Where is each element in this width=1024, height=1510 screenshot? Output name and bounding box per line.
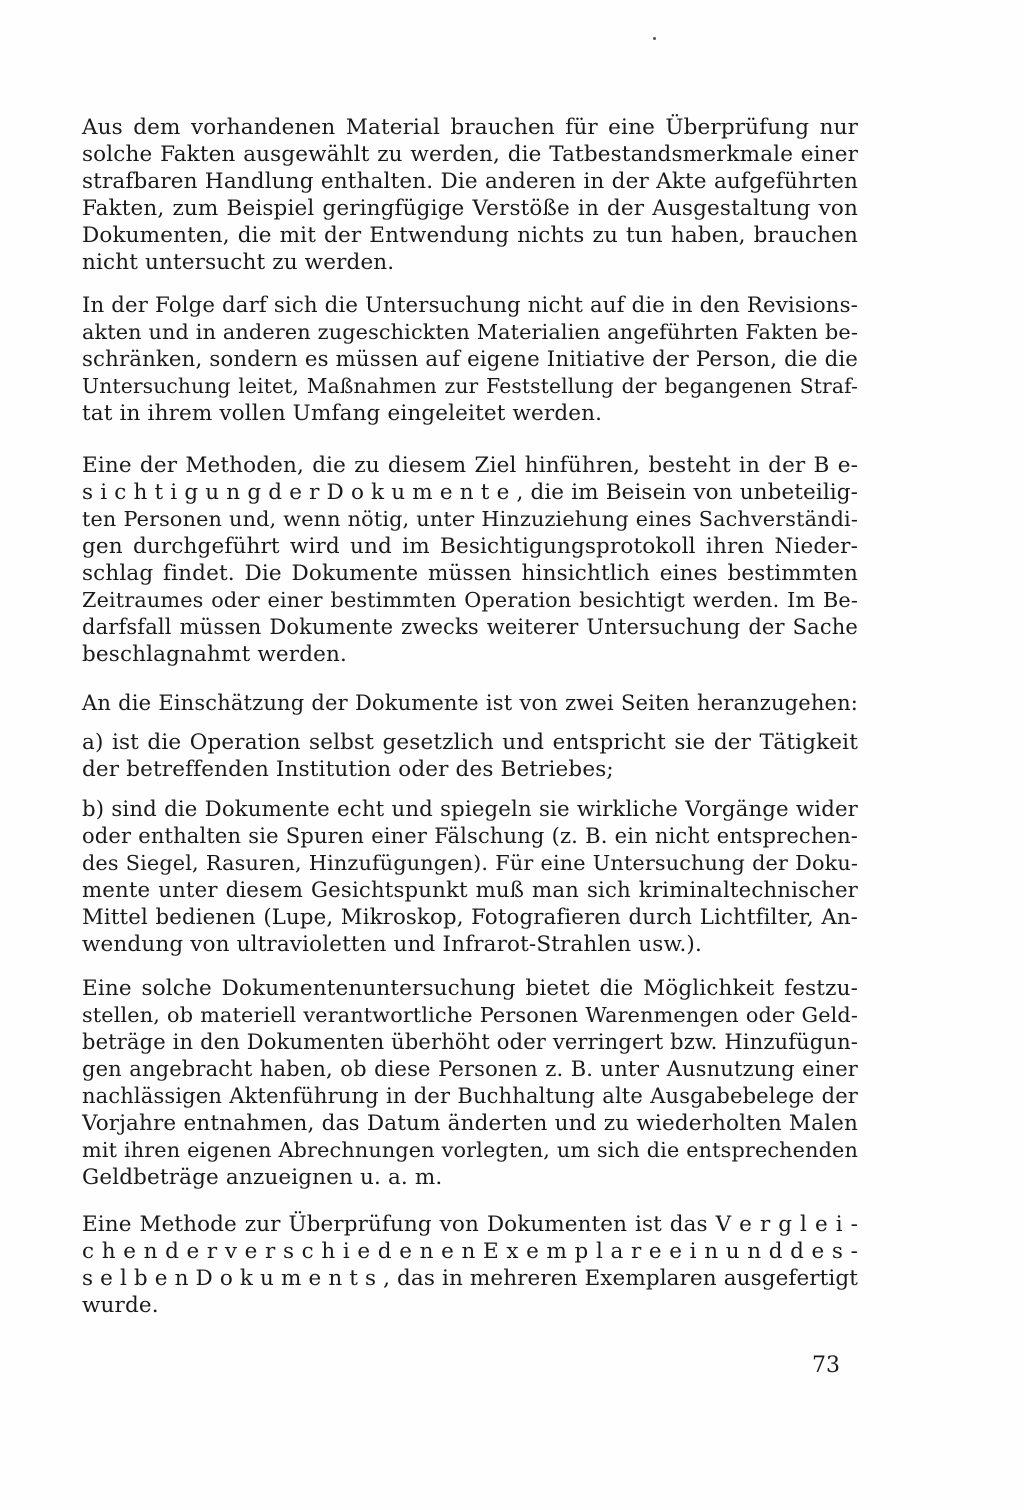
text-line: darfsfall müssen Dokumente zwecks weiterer Untersuchung der Sache [82, 615, 858, 639]
text-line: Eine solche Dokumentenuntersuchung bietet die Möglichkeit festzu- [82, 976, 858, 1001]
paragraph-8 [82, 1211, 858, 1319]
paragraph-7 [82, 975, 858, 1191]
text-line: beträge in den Dokumenten überhöht oder verringert bzw. Hinzufügun- [82, 1030, 858, 1054]
text-line: c h e n d e r v e r s c h i e d e n e n E x e m p l a r e e i n u n d d e s - [82, 1239, 858, 1264]
text-line: mit ihren eigenen Abrechnungen vorlegten, um sich die entsprechenden [82, 1138, 858, 1162]
text-line: der betreffenden Institution oder des Betriebes; [82, 757, 614, 782]
text-line: nicht untersucht zu werden. [82, 250, 395, 275]
text-line: wurde. [82, 1293, 159, 1318]
text-line: s e l b e n D o k u m e n t s , das in mehreren Exemplaren ausgefertigt [82, 1266, 858, 1291]
paragraph-item-a [82, 729, 858, 783]
text-line: wendung von ultravioletten und Infrarot-Strahlen usw.). [82, 932, 702, 957]
text-line: Untersuchung leitet, Maßnahmen zur Feststellung der begangenen Straf- [82, 374, 858, 398]
text-line: Aus dem vorhandenen Material brauchen für eine Überprüfung nur [82, 115, 858, 140]
text-line: Fakten, zum Beispiel geringfügige Verstöße in der Ausgestaltung von [82, 196, 858, 221]
text-line: An die Einschätzung der Dokumente ist von zwei Seiten heranzugehen: [82, 691, 858, 715]
text-line: Eine der Methoden, die zu diesem Ziel hinführen, besteht in der B e- [82, 453, 858, 478]
text-line: akten und in anderen zugeschickten Materialien angeführten Fakten be- [82, 320, 858, 344]
text-line: In der Folge darf sich die Untersuchung nicht auf die in den Revisions- [82, 293, 858, 318]
text-line: des Siegel, Rasuren, Hinzufügungen). Für eine Untersuchung der Doku- [82, 851, 858, 875]
text-line: solche Fakten ausgewählt zu werden, die Tatbestandsmerkmale einer [82, 142, 858, 167]
text-line: nachlässigen Aktenführung in der Buchhaltung alte Ausgabebelege der [82, 1084, 858, 1108]
text-line: Mittel bedienen (Lupe, Mikroskop, Fotografieren durch Lichtfilter, An- [82, 905, 858, 930]
text-line: gen angebracht haben, ob diese Personen z. B. unter Ausnutzung einer [82, 1057, 858, 1081]
text-line: s i c h t i g u n g d e r D o k u m e n t e , die im Beisein von unbeteilig- [82, 480, 858, 505]
text-line: schränken, sondern es müssen auf eigene Initiative der Person, die die [82, 347, 858, 372]
text-line: strafbaren Handlung enthalten. Die anderen in der Akte aufgeführten [82, 169, 858, 194]
text-line: b) sind die Dokumente echt und spiegeln sie wirkliche Vorgänge wider [82, 797, 858, 822]
text-line: Geldbeträge anzueignen u. a. m. [82, 1165, 443, 1190]
paragraph-2 [82, 292, 858, 427]
text-line: stellen, ob materiell verantwortliche Personen Warenmengen oder Geld- [82, 1003, 858, 1027]
text-line: gen durchgeführt wird und im Besichtigungsprotokoll ihren Nieder- [82, 534, 858, 559]
text-line: ten Personen und, wenn nötig, unter Hinzuziehung eines Sachverständi- [82, 507, 858, 531]
paragraph-item-b [82, 796, 858, 958]
text-line: Dokumenten, die mit der Entwendung nichts zu tun haben, brauchen [82, 223, 858, 248]
text-line: Zeitraumes oder einer bestimmten Operation besichtigt werden. Im Be- [82, 588, 858, 612]
text-line: schlag findet. Die Dokumente müssen hinsichtlich eines bestimmten [82, 561, 858, 586]
text-line: a) ist die Operation selbst gesetzlich und entspricht sie der Tätigkeit [82, 730, 858, 755]
text-line: Eine Methode zur Überprüfung von Dokumenten ist das V e r g l e i - [82, 1212, 858, 1237]
text-line: oder enthalten sie Spuren einer Fälschung (z. B. ein nicht entsprechen- [82, 824, 858, 848]
scan-speck [653, 37, 656, 40]
text-line: beschlagnahmt werden. [82, 642, 347, 667]
text-line: Vorjahre entnahmen, das Datum änderten und zu wiederholten Malen [82, 1111, 858, 1136]
page-number: 73 [812, 1353, 840, 1378]
text-line: tat in ihrem vollen Umfang eingeleitet werden. [82, 401, 603, 426]
text-line: mente unter diesem Gesichtspunkt muß man sich kriminaltechnischer [82, 878, 858, 903]
paragraph-4 [82, 690, 858, 717]
paragraph-3 [82, 452, 858, 668]
paragraph-1 [82, 114, 858, 276]
